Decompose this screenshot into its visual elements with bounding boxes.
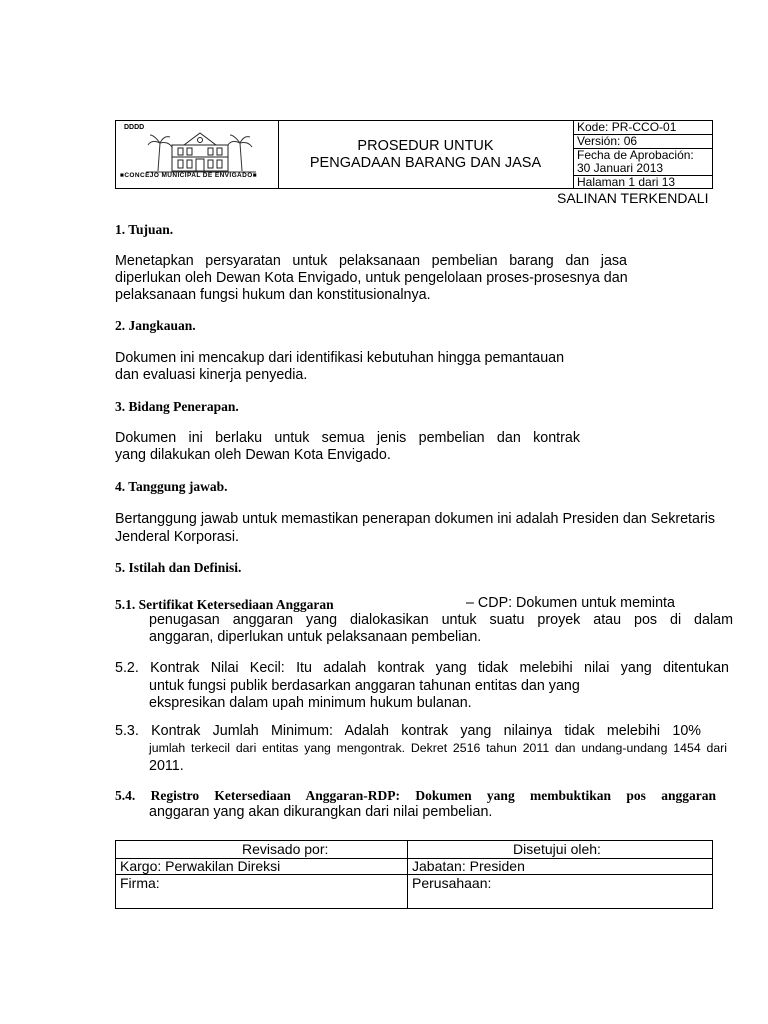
definition-5-4-line-1: 5.4. Registro Ketersediaan Anggaran-RDP: Dokumen yang membuktikan pos anggaran bbox=[115, 788, 716, 803]
document-title bbox=[278, 121, 574, 188]
section-2-heading: 2. Jangkauan. bbox=[115, 318, 196, 333]
approval-date: 30 Januari 2013 bbox=[577, 161, 664, 175]
section-1-line-2: diperlukan oleh Dewan Kota Envigado, untuk pengelolaan proses-prosesnya dan bbox=[115, 270, 628, 286]
document-version: Versión: 06 bbox=[573, 135, 712, 149]
cargo-field: Kargo: Perwakilan Direksi bbox=[120, 858, 281, 874]
definition-5-3-line-2: jumlah terkecil dari entitas yang mengontrak. Dekret 2516 tahun 2011 dan undang-undang 1454 dari bbox=[149, 741, 727, 755]
definition-5-2-line-3: ekspresikan dalam upah minimum hukum bulanan. bbox=[149, 695, 472, 711]
definition-5-1-line-2: penugasan anggaran yang dialokasikan untuk suatu proyek atau pos di dalam bbox=[149, 612, 733, 628]
section-2-line-1: Dokumen ini mencakup dari identifikasi kebutuhan hingga pemantauan bbox=[115, 350, 565, 366]
section-3-heading: 3. Bidang Penerapan. bbox=[115, 399, 239, 414]
section-4-heading: 4. Tanggung jawab. bbox=[115, 479, 228, 494]
approval-date-block bbox=[573, 149, 712, 176]
definition-5-1-line-3: anggaran, diperlukan untuk pelaksanaan pembelian. bbox=[149, 629, 482, 645]
section-1-line-3: pelaksanaan fungsi hukum dan konstitusionalnya. bbox=[115, 287, 431, 303]
section-5-heading: 5. Istilah dan Definisi. bbox=[115, 560, 242, 575]
logo-cell bbox=[116, 121, 279, 188]
reviewed-by-header: Revisado por: bbox=[242, 841, 329, 857]
definition-5-2-line-2: untuk fungsi publik berdasarkan anggaran tahunan entitas dan yang bbox=[149, 678, 580, 694]
definition-5-1-text: – CDP: Dokumen untuk meminta bbox=[466, 595, 675, 611]
square-bullet-icon: ■ bbox=[252, 172, 258, 179]
square-bullet-icon: ■ bbox=[120, 172, 125, 179]
document-meta bbox=[573, 121, 712, 188]
logo-caption: CONCEJO MUNICIPAL DE ENVIGADO bbox=[124, 172, 253, 179]
section-1-heading: 1. Tujuan. bbox=[115, 222, 174, 237]
section-4-line-1: Bertanggung jawab untuk memastikan penerapan dokumen ini adalah Presiden dan Sekretaris bbox=[115, 511, 716, 527]
definition-5-2-line-1: 5.2. Kontrak Nilai Kecil: Itu adalah kontrak yang tidak melebihi nilai yang ditentukan bbox=[115, 660, 729, 676]
definition-5-4-line-2: anggaran yang akan dikurangkan dari nilai pembelian. bbox=[149, 804, 493, 820]
section-2-line-2: dan evaluasi kinerja penyedia. bbox=[115, 367, 308, 383]
title-line-1: PROSEDUR UNTUK bbox=[357, 137, 494, 154]
definition-5-3-line-1: 5.3. Kontrak Jumlah Minimum: Adalah kontrak yang nilainya tidak melebihi 10% bbox=[115, 723, 701, 739]
approved-by-header: Disetujui oleh: bbox=[513, 841, 601, 857]
council-building-logo-icon bbox=[146, 129, 256, 173]
approval-signature-table bbox=[115, 840, 713, 909]
jabatan-field: Jabatan: Presiden bbox=[412, 858, 525, 874]
section-4-line-2: Jenderal Korporasi. bbox=[115, 529, 239, 545]
definition-5-1-label: 5.1. Sertifikat Ketersediaan Anggaran bbox=[115, 597, 334, 612]
logo-small-text: DDDD bbox=[124, 124, 145, 131]
section-3-line-2: yang dilakukan oleh Dewan Kota Envigado. bbox=[115, 447, 391, 463]
section-3-line-1: Dokumen ini berlaku untuk semua jenis pembelian dan kontrak bbox=[115, 430, 580, 446]
document-header-table bbox=[115, 120, 713, 189]
title-line-2: PENGADAAN BARANG DAN JASA bbox=[309, 154, 542, 171]
firma-field: Firma: bbox=[120, 875, 160, 891]
page-number: Halaman 1 dari 13 bbox=[577, 175, 676, 189]
approval-label: Fecha de Aprobación: bbox=[577, 148, 694, 162]
document-code: Kode: PR-CCO-01 bbox=[573, 121, 712, 135]
perusahaan-field: Perusahaan: bbox=[412, 875, 492, 891]
controlled-copy-label: SALINAN TERKENDALI bbox=[557, 190, 709, 206]
definition-5-3-line-3: 2011. bbox=[149, 758, 184, 774]
section-1-line-1: Menetapkan persyaratan untuk pelaksanaan pembelian barang dan jasa bbox=[115, 253, 627, 269]
